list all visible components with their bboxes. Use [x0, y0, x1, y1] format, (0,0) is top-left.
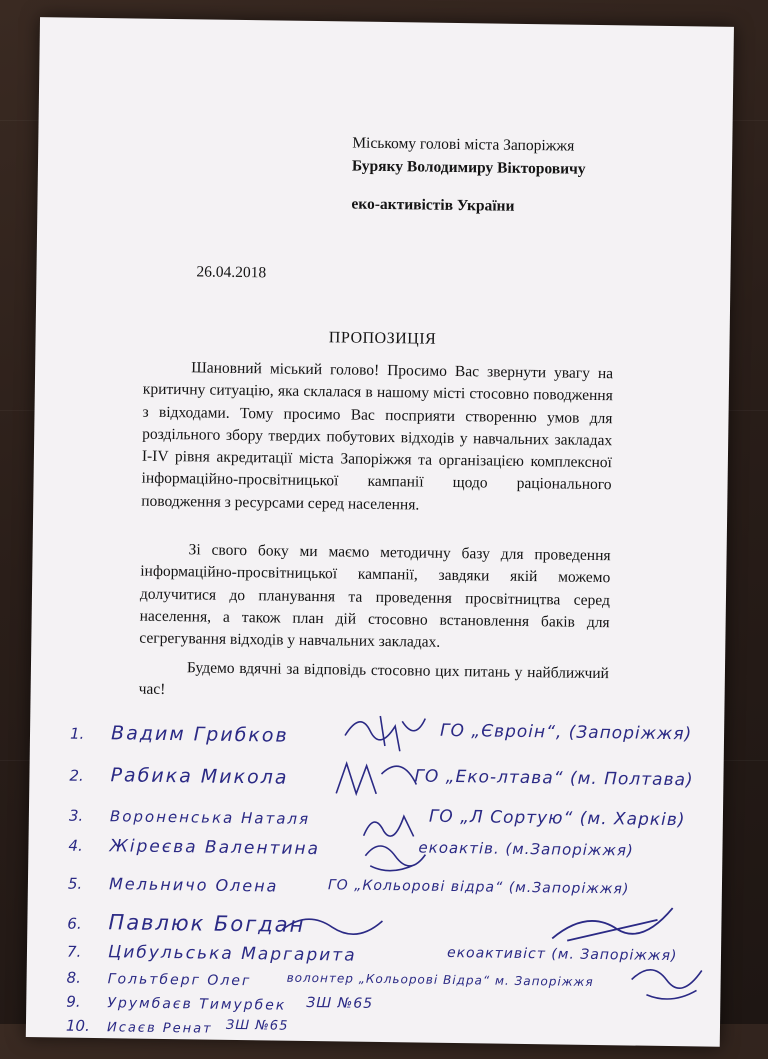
signature-org: екоактів. (м.Запоріжжя)	[418, 838, 634, 860]
signature-org: ЗШ №65	[225, 1017, 289, 1034]
signature-name: Павлюк Богдан	[108, 910, 306, 937]
paragraph-1: Шановний міський голово! Просимо Вас звернути увагу на критичну ситуацію, яка склалася в нашому місті стосовно поводження з відходами. Тому просимо Вас посприяти створенню умов для роздільного збору твердих побутових відходів у навчальних закладах I-IV рівня акредитації міста Запоріжжя та організацією комплексної інформаційно-просвітницької кампанії щодо раціонального поводження з ресурсами серед населення.	[141, 359, 614, 514]
signature-name: Урумбаєв Тимурбек	[107, 995, 287, 1014]
addressee-block	[352, 132, 586, 181]
signature-org: волонтер „Кольорові Відра“ м. Запоріжжя	[286, 970, 594, 989]
sender-line: еко-активістів України	[351, 195, 515, 215]
signature-number: 7.	[66, 942, 82, 961]
signature-scribble	[547, 898, 678, 950]
letter-date: 26.04.2018	[196, 263, 267, 282]
signature-org: ГО „Л Сортую“ (м. Харків)	[428, 806, 686, 831]
signature-name: Жіреєва Валентина	[109, 836, 321, 860]
signature-org: ГО „Євроін“, (Запоріжжя)	[439, 720, 693, 745]
signature-name: Цибульська Маргарита	[107, 942, 357, 966]
signature-scribble	[340, 705, 431, 756]
signature-number: 8.	[66, 968, 82, 987]
letter-sheet	[26, 17, 734, 1047]
signature-org: ЗШ №65	[306, 994, 374, 1012]
signature-name: Вадим Грибков	[110, 722, 289, 747]
signature-name: Исаєв Ренат	[106, 1020, 213, 1037]
signature-scribble	[277, 905, 388, 947]
signature-number: 4.	[68, 836, 83, 855]
signature-number: 6.	[67, 914, 82, 933]
addressee-line-2: Буряку Володимиру Вікторовичу	[351, 157, 586, 178]
addressee-line-1: Міському голові міста Запоріжжя	[352, 134, 575, 155]
letter-title: ПРОПОЗИЦІЯ	[328, 329, 437, 348]
signature-scribble	[360, 836, 431, 877]
signature-org: екоактивіст (м. Запоріжжя)	[446, 944, 678, 965]
signature-number: 5.	[67, 874, 83, 893]
signature-name: Рабика Микола	[110, 764, 289, 789]
signature-scribble	[626, 949, 707, 1010]
signature-number: 10.	[65, 1016, 90, 1035]
signature-org: ГО „Кольорові відра“ (м.Запоріжжя)	[327, 877, 630, 898]
signature-org: ГО „Еко-лтава“ (м. Полтава)	[414, 766, 694, 791]
signature-name: Мельничо Олена	[108, 874, 279, 896]
paragraph-2: Зі свого боку ми маємо методичну базу для проведення інформаційно-просвітницької кампанії, завдяки якій можемо долучитися до планування та проведення просвітництва серед населення, а також план дій стосовно встановлення баків для сегрегування відходів у навчальних закладах.	[139, 541, 611, 651]
signature-number: 3.	[68, 806, 84, 825]
signature-number: 1.	[69, 724, 85, 743]
signature-name: Гольтберг Олег	[107, 971, 252, 990]
signature-scribble	[331, 753, 422, 804]
signature-list	[66, 702, 711, 1041]
signature-number: 9.	[66, 992, 81, 1011]
signature-number: 2.	[69, 766, 84, 785]
paragraph-3: Будемо вдячні за відповідь стосовно цих питань у найближчий час!	[138, 659, 610, 699]
signature-name: Вороненська Наталя	[109, 807, 311, 829]
